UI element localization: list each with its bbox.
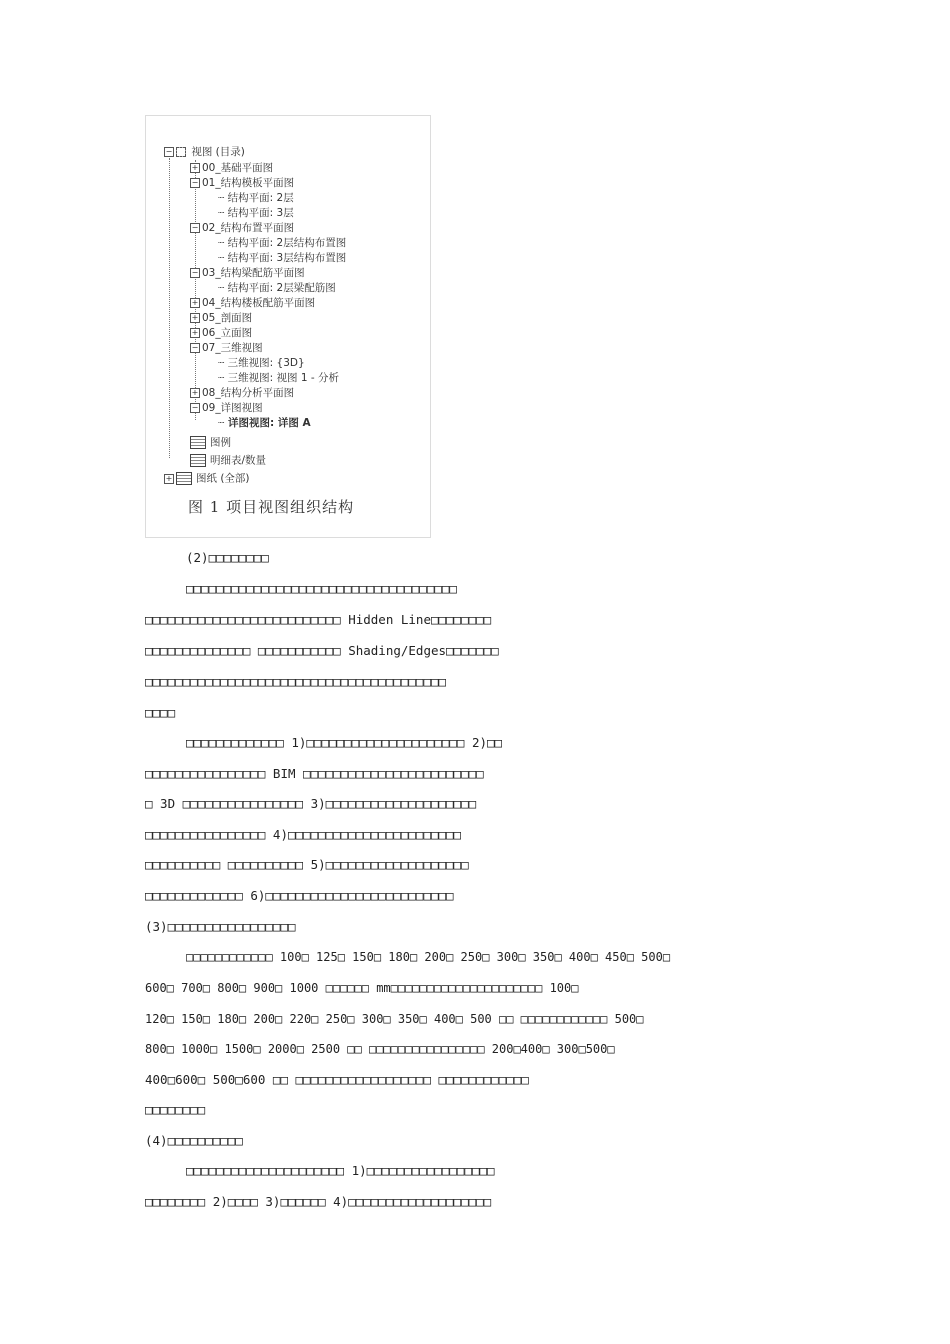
tree-connector bbox=[195, 160, 196, 420]
tree-node-label: 视图 (目录) bbox=[191, 146, 245, 158]
tree-node-label: 结构平面: 2层结构布置图 bbox=[227, 237, 347, 249]
tree-node-label: 04_结构楼板配筋平面图 bbox=[202, 297, 316, 309]
tree-node[interactable] bbox=[190, 177, 294, 190]
body-line: 600□ 700□ 800□ 900□ 1000 □□□□□□ mm□□□□□□□□□□□□□□□□□□□□□ 100□ bbox=[145, 981, 579, 995]
tree-node-label: 图纸 (全部) bbox=[196, 472, 250, 485]
schedule-icon bbox=[190, 454, 206, 467]
tree-node[interactable] bbox=[190, 312, 252, 325]
tree-node[interactable] bbox=[190, 454, 266, 468]
expand-icon[interactable]: + bbox=[191, 298, 199, 307]
body-line: □□□□□□□□□□□□□□□□□□□□□□□□□□ Hidden Line□□□□□□□□ bbox=[145, 612, 492, 627]
tree-leaf[interactable]: ┈ 三维视图: 视图 1 - 分析 bbox=[218, 372, 340, 384]
body-line: □□□□□□□□□□□□ 100□ 125□ 150□ 180□ 200□ 250□ 300□ 350□ 400□ 450□ 500□ bbox=[186, 950, 671, 964]
tree-node-label: 00_基础平面图 bbox=[202, 162, 274, 174]
body-line: 400□600□ 500□600 □□ □□□□□□□□□□□□□□□□□□ □□□□□□□□□□□□ bbox=[145, 1072, 529, 1087]
tree-leaf[interactable]: ┈ 三维视图: {3D} bbox=[218, 357, 305, 369]
body-line: □□□□□□□□□□□□□□□□ 4)□□□□□□□□□□□□□□□□□□□□□□□ bbox=[145, 827, 462, 842]
figure-project-view-tree bbox=[145, 115, 431, 538]
tree-node[interactable] bbox=[190, 267, 305, 280]
tree-node-root[interactable] bbox=[164, 146, 245, 159]
tree-leaf[interactable]: ┈ 结构平面: 2层梁配筋图 bbox=[218, 282, 336, 294]
tree-node-label: 09_详图视图 bbox=[202, 402, 263, 414]
expand-icon[interactable]: + bbox=[191, 163, 199, 172]
tree-node-label: 07_三维视图 bbox=[202, 342, 263, 354]
folder-icon bbox=[176, 147, 186, 157]
tree-node-label: 明细表/数量 bbox=[210, 454, 267, 467]
body-line: 800□ 1000□ 1500□ 2000□ 2500 □□ □□□□□□□□□□□□□□□□ 200□400□ 300□500□ bbox=[145, 1042, 615, 1056]
collapse-icon[interactable]: − bbox=[191, 178, 199, 187]
tree-node[interactable] bbox=[190, 297, 315, 310]
expand-icon[interactable]: + bbox=[191, 328, 199, 337]
body-line: □□□□□□□□□□□□□□□□ BIM □□□□□□□□□□□□□□□□□□□□□□□□ bbox=[145, 766, 484, 781]
tree-leaf[interactable]: ┈ 结构平面: 2层结构布置图 bbox=[218, 237, 347, 249]
collapse-icon[interactable]: − bbox=[191, 268, 199, 277]
tree-node-label: 03_结构梁配筋平面图 bbox=[202, 267, 305, 279]
tree-node-label: 01_结构模板平面图 bbox=[202, 177, 295, 189]
tree-node[interactable] bbox=[190, 162, 273, 175]
collapse-icon[interactable]: − bbox=[191, 343, 199, 352]
tree-node[interactable] bbox=[190, 342, 263, 355]
body-line: □□□□□□□□□□ □□□□□□□□□□ 5)□□□□□□□□□□□□□□□□□□□ bbox=[145, 857, 469, 872]
tree-node-label: 05_剖面图 bbox=[202, 312, 253, 324]
tree-node[interactable] bbox=[164, 472, 250, 486]
tree-node-label: 结构平面: 2层 bbox=[227, 192, 294, 204]
figure-caption: 图 1 项目视图组织结构 bbox=[188, 498, 355, 516]
body-line: 120□ 150□ 180□ 200□ 220□ 250□ 300□ 350□ 400□ 500 □□ □□□□□□□□□□□□ 500□ bbox=[145, 1012, 644, 1026]
tree-leaf[interactable]: ┈ 详图视图: 详图 A bbox=[218, 417, 311, 429]
body-line: (2)□□□□□□□□ bbox=[186, 550, 269, 565]
collapse-icon[interactable]: − bbox=[191, 403, 199, 412]
tree-node-label: 图例 bbox=[210, 436, 231, 449]
tree-connector bbox=[169, 158, 170, 458]
tree-node[interactable] bbox=[190, 222, 294, 235]
tree-node[interactable] bbox=[190, 387, 294, 400]
body-line: □□□□□□□□ bbox=[145, 1102, 206, 1117]
body-line: □□□□□□□□□□□□□ 1)□□□□□□□□□□□□□□□□□□□□□ 2)□□ bbox=[186, 735, 503, 750]
body-line: □□□□□□□□□□□□□□□□□□□□□□□□□□□□□□□□□□□□□□□□ bbox=[145, 674, 447, 689]
tree-node-label: 三维视图: 视图 1 - 分析 bbox=[227, 372, 340, 384]
tree-leaf[interactable]: ┈ 结构平面: 3层 bbox=[218, 207, 294, 219]
body-heading: (4)□□□□□□□□□□ bbox=[145, 1133, 243, 1148]
body-line: □□□□□□□□ 2)□□□□ 3)□□□□□□ 4)□□□□□□□□□□□□□□□□□□□ bbox=[145, 1194, 492, 1209]
tree-node[interactable] bbox=[190, 436, 231, 450]
tree-node-label: 结构平面: 2层梁配筋图 bbox=[227, 282, 336, 294]
tree-node[interactable] bbox=[190, 327, 252, 340]
tree-node-label: 结构平面: 3层 bbox=[227, 207, 294, 219]
expand-icon[interactable]: + bbox=[191, 388, 199, 397]
sheet-icon bbox=[176, 472, 192, 485]
body-line: □□□□□□□□□□□□□□□□□□□□□□□□□□□□□□□□□□□□ bbox=[186, 581, 457, 596]
tree-leaf[interactable]: ┈ 结构平面: 2层 bbox=[218, 192, 294, 204]
body-heading: (3)□□□□□□□□□□□□□□□□□ bbox=[145, 919, 296, 934]
tree-node-label: 08_结构分析平面图 bbox=[202, 387, 295, 399]
tree-node-label: 详图视图: 详图 A bbox=[227, 417, 311, 429]
legend-icon bbox=[190, 436, 206, 449]
expand-icon[interactable]: + bbox=[191, 313, 199, 322]
body-line: □□□□□□□□□□□□□□ □□□□□□□□□□□ Shading/Edges□□□□□□□ bbox=[145, 643, 499, 658]
expand-icon[interactable]: + bbox=[165, 473, 173, 483]
tree-node[interactable] bbox=[190, 402, 263, 415]
body-line: □ 3D □□□□□□□□□□□□□□□□ 3)□□□□□□□□□□□□□□□□□□□□ bbox=[145, 796, 477, 811]
body-line: □□□□□□□□□□□□□ 6)□□□□□□□□□□□□□□□□□□□□□□□□□ bbox=[145, 888, 454, 903]
tree-node-label: 02_结构布置平面图 bbox=[202, 222, 295, 234]
tree-node-label: 结构平面: 3层结构布置图 bbox=[227, 252, 347, 264]
tree-leaf[interactable]: ┈ 结构平面: 3层结构布置图 bbox=[218, 252, 347, 264]
tree-node-label: 06_立面图 bbox=[202, 327, 253, 339]
body-line: □□□□ bbox=[145, 705, 176, 720]
body-line: □□□□□□□□□□□□□□□□□□□□□ 1)□□□□□□□□□□□□□□□□□ bbox=[186, 1163, 495, 1178]
collapse-icon[interactable]: − bbox=[191, 223, 199, 232]
collapse-icon[interactable]: − bbox=[165, 147, 173, 156]
tree-node-label: 三维视图: {3D} bbox=[227, 357, 305, 369]
